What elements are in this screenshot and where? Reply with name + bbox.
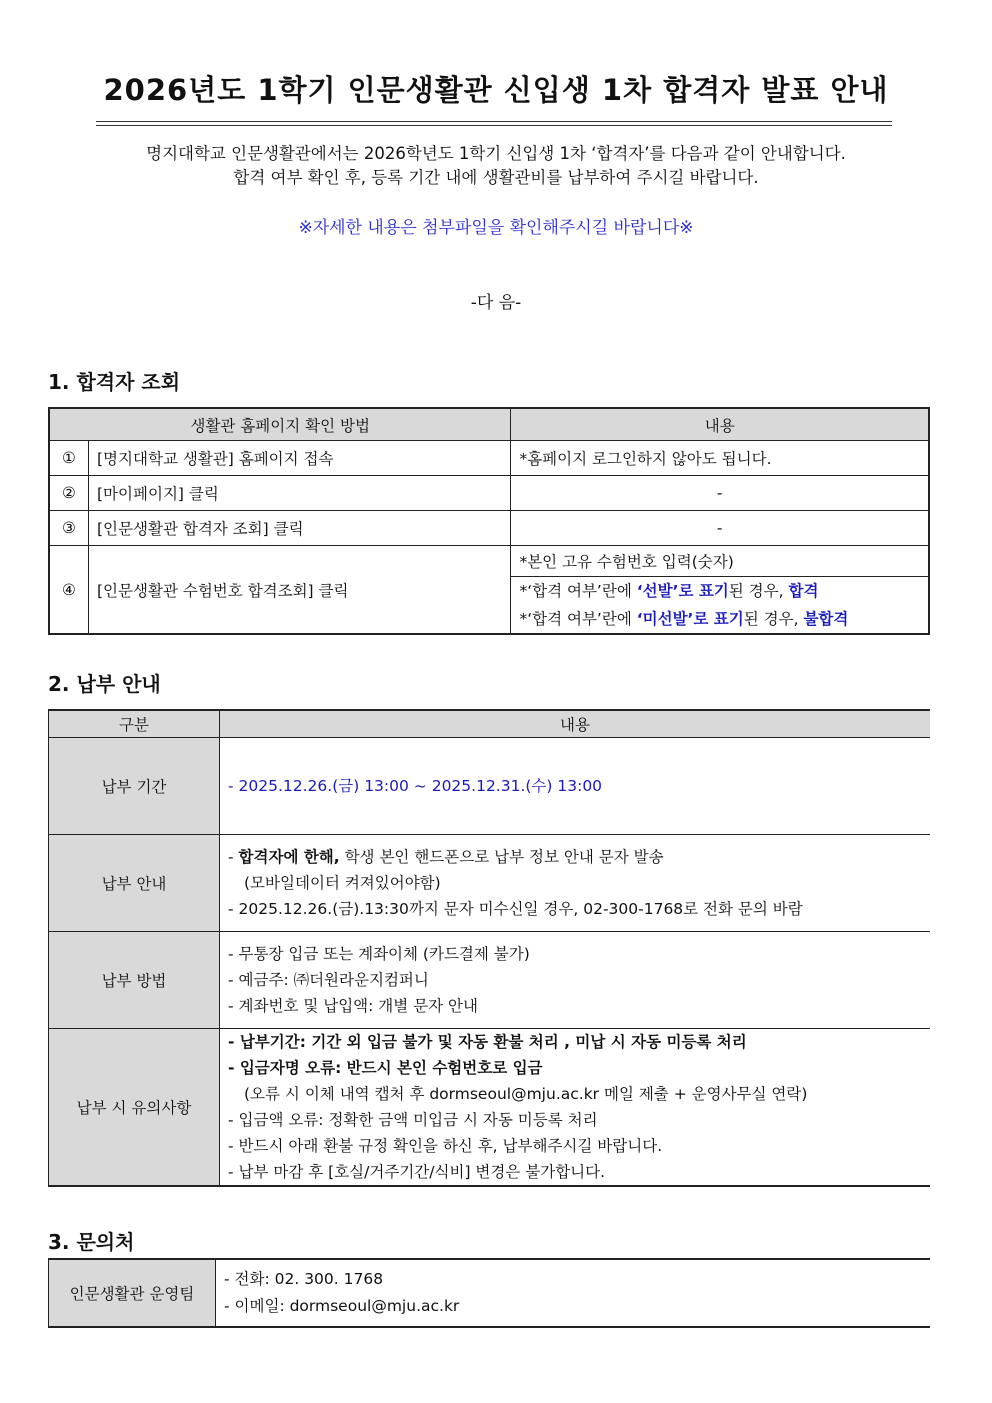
title-rule-top [96,121,892,122]
table-row [49,932,931,1029]
pass-line: *‘합격 여부’란에 ‘선발’로 표기된 경우, 합격 [519,582,819,600]
table-row [49,1259,931,1327]
contact-team-label: 인문생활관 운영팀 [49,1259,216,1327]
section-3-heading: 3. 문의처 [48,1230,135,1254]
payment-method-content: - 무통장 입금 또는 계좌이체 (카드결제 불가) - 예금주: ㈜더원라운지컴퍼니 - 계좌번호 및 납입액: 개별 문자 안내 [220,932,931,1029]
following-marker: -다 음- [470,293,522,313]
payment-guide-label: 납부 안내 [49,835,220,932]
table-row [49,511,929,546]
payment-method-label: 납부 방법 [49,932,220,1029]
contact-content [216,1259,931,1327]
payment-caution-content: - 납부기간: 기간 외 입금 불가 및 자동 환불 처리 , 미납 시 자동 미등록 처리 - 입금자명 오류: 반드시 본인 수험번호로 입금 (오류 시 이체 내역 캡처 후 dormseoul@mju.ac.kr 메일 제출 + 운영사무실 연락) - 입금액 오류: 정확한 금액 미입금 시 자동 미등록 처리 - 반드시 아래 환불 규정 확인을 하신 후, 납부해주시길 바랍니다. - 납부 마감 후 [호실/거주기간/식비] 변경은 불가합니다. [220,1029,931,1187]
table-row [49,738,931,835]
fail-line: *‘합격 여부’란에 ‘미선발’로 표기된 경우, 불합격 [519,610,849,628]
title-rule-bottom [96,125,892,126]
contact-email: - 이메일: dormseoul@mju.ac.kr [224,1297,460,1315]
section-2-heading: 2. 납부 안내 [48,672,161,696]
contact-phone: - 전화: 02. 300. 1768 [224,1270,384,1288]
col-content-header: 내용 [220,710,931,738]
step-content: - [511,476,929,511]
table-row [49,546,929,577]
col-method-header: 생활관 홈페이지 확인 방법 [49,408,511,441]
payment-period-label: 납부 기간 [49,738,220,835]
step-method: [인문생활관 수험번호 합격조회] 클릭 [89,546,511,635]
attachment-notice: ※자세한 내용은 첨부파일을 확인해주시길 바랍니다※ [298,218,694,238]
payment-caution-label: 납부 시 유의사항 [49,1029,220,1187]
pass-fail-explanation [511,577,929,635]
payment-table [48,709,930,1187]
step-content: *홈페이지 로그인하지 않아도 됩니다. [511,441,929,476]
step-method: [마이페이지] 클릭 [89,476,511,511]
page-title: 2026년도 1학기 인문생활관 신입생 1차 합격자 발표 안내 [103,73,889,107]
step-content: *본인 고유 수험번호 입력(숫자) [511,546,929,577]
intro-line-2: 합격 여부 확인 후, 등록 기간 내에 생활관비를 납부하여 주시길 바랍니다. [233,168,759,187]
table-row [49,476,929,511]
intro-line-1: 명지대학교 인문생활관에서는 2026학년도 1학기 신입생 1차 ‘합격자’를 다음과 같이 안내합니다. [146,144,846,163]
payment-period-dates: 2025.12.26.(금) 13:00 ~ 2025.12.31.(수) 13:00 [238,777,603,795]
results-check-table [48,407,930,635]
payment-guide-content: - 합격자에 한해, 학생 본인 핸드폰으로 납부 정보 안내 문자 발송 (모바일데이터 켜져있어야함) - 2025.12.26.(금).13:30까지 문자 미수신일 경우, 02-300-1768로 전화 문의 바람 [220,835,931,932]
step-content: - [511,511,929,546]
col-content-header: 내용 [511,408,929,441]
step-method: [인문생활관 합격자 조회] 클릭 [89,511,511,546]
section-1-heading: 1. 합격자 조회 [48,370,181,394]
step-method: [명지대학교 생활관] 홈페이지 접속 [89,441,511,476]
step-number: ① [49,441,89,476]
step-number: ② [49,476,89,511]
table-row [49,441,929,476]
payment-period-content: - 2025.12.26.(금) 13:00 ~ 2025.12.31.(수) 13:00 [220,738,931,835]
step-number: ④ [49,546,89,635]
contact-table [48,1258,930,1328]
step-number: ③ [49,511,89,546]
table-row [49,1029,931,1187]
table-row [49,835,931,932]
col-type-header: 구분 [49,710,220,738]
